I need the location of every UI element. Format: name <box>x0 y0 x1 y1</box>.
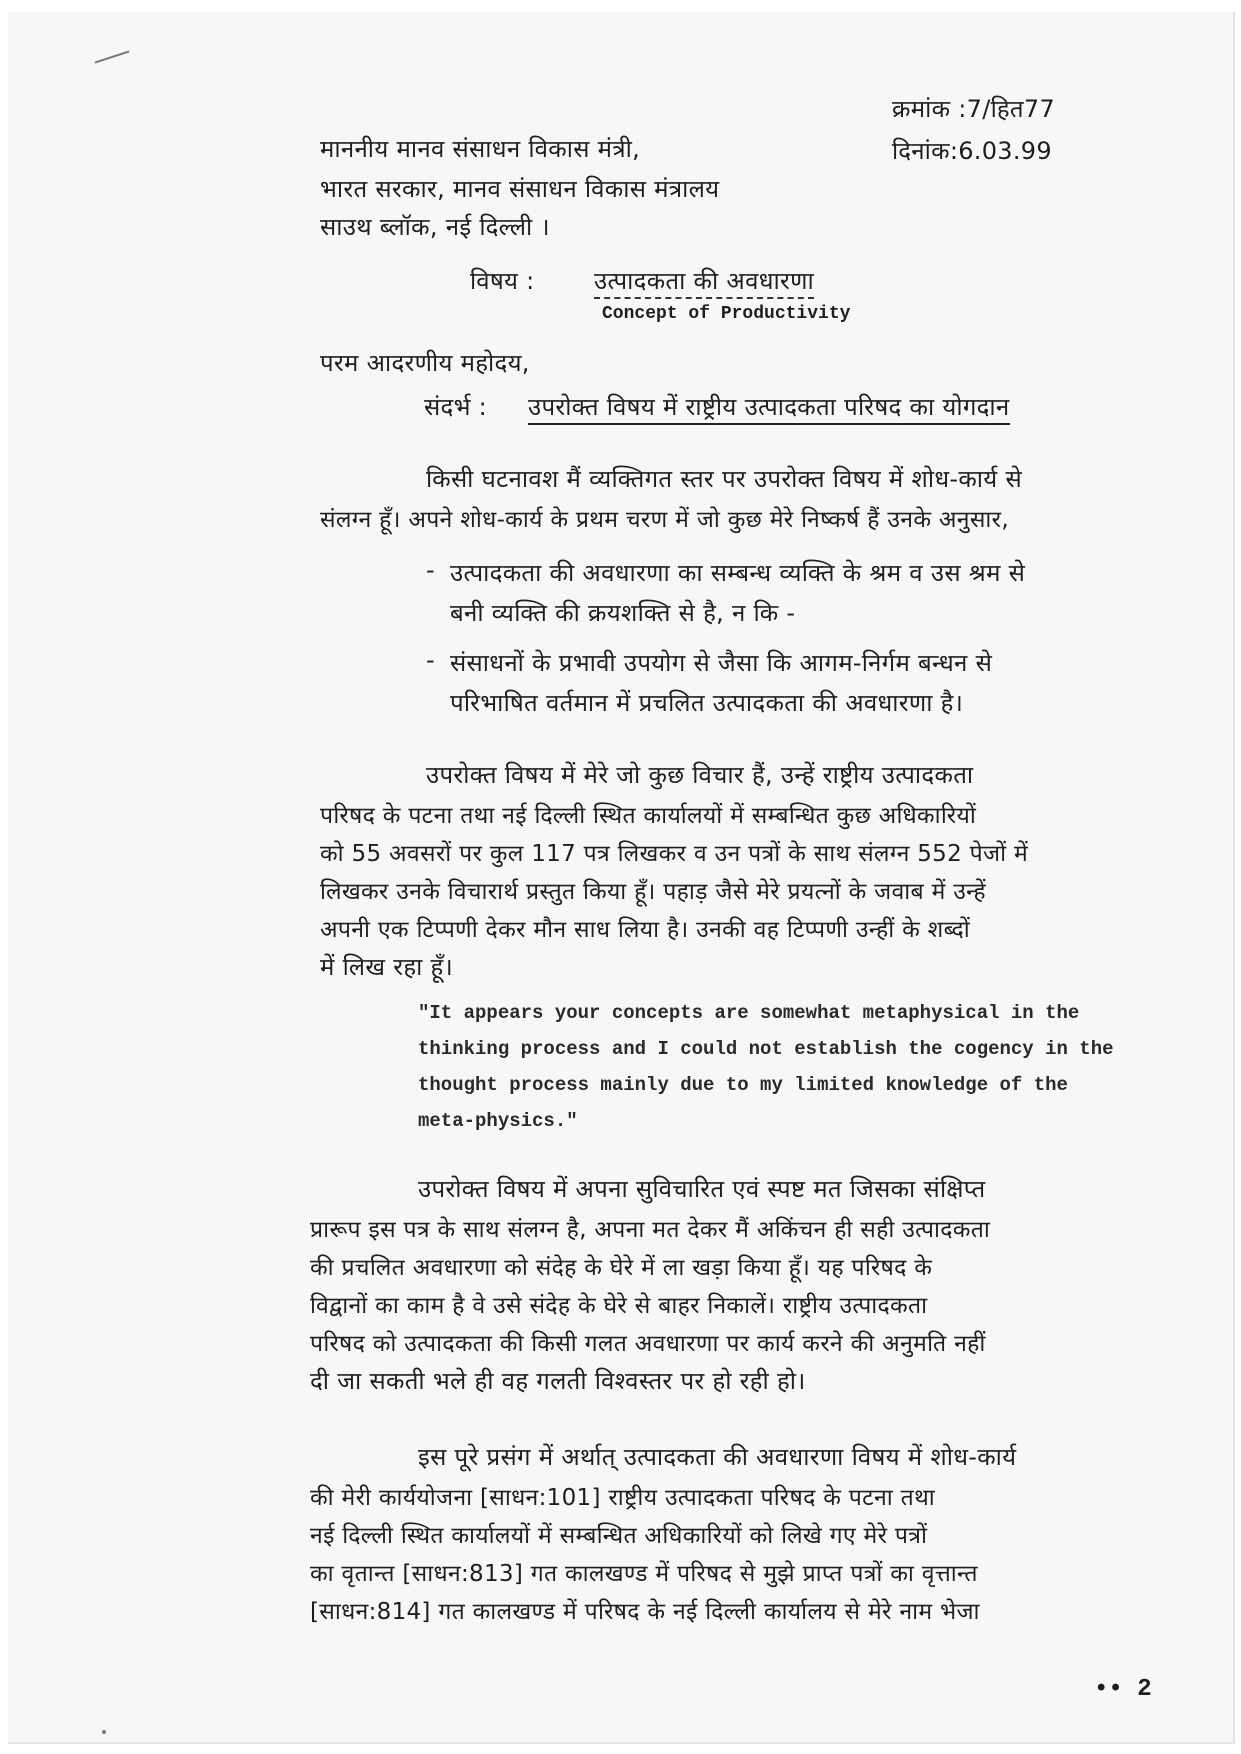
paragraph-line: उपरोक्त विषय में मेरे जो कुछ विचार हैं, उन्हें राष्ट्रीय उत्पादकता <box>426 761 974 789</box>
subject-english: Concept of Productivity <box>602 304 851 324</box>
paragraph-line: दी जा सकती भले ही वह गलती विश्वस्तर पर हो रही हो। <box>310 1367 806 1395</box>
paragraph-line: [साधन:814] गत कालखण्ड में परिषद के नई दिल्ली कार्यालय से मेरे नाम भेजा <box>310 1599 980 1625</box>
bullet-line: बनी व्यक्ति की क्रयशक्ति से है, न कि - <box>450 599 796 627</box>
paragraph-line: उपरोक्त विषय में अपना सुविचारित एवं स्पष्ट मत जिसका संक्षिप्त <box>418 1175 986 1203</box>
quote-line: "It appears your concepts are somewhat metaphysical in the <box>418 1002 1080 1024</box>
reference-text <box>528 390 1010 423</box>
subject-label: विषय : <box>470 267 535 295</box>
paragraph-line: अपनी एक टिप्पणी देकर मौन साध लिया है। उनकी वह टिप्पणी उन्हीं के शब्दों <box>320 917 971 943</box>
paragraph-line: का वृतान्त [साधन:813] गत कालखण्ड में परिषद से मुझे प्राप्त पत्रों का वृत्तान्त <box>310 1561 978 1587</box>
addressee-line: साउथ ब्लॉक, नई दिल्ली । <box>320 213 550 241</box>
paragraph-line: विद्वानों का काम है वे उसे संदेह के घेरे से बाहर निकालें। राष्ट्रीय उत्पादकता <box>310 1293 928 1319</box>
paragraph-line: इस पूरे प्रसंग में अर्थात् उत्पादकता की अवधारणा विषय में शोध-कार्य <box>418 1443 1017 1471</box>
subject-hindi: उत्पादकता की अवधारणा <box>594 267 814 299</box>
addressee-line: भारत सरकार, मानव संसाधन विकास मंत्रालय <box>320 175 720 203</box>
paragraph-line: की मेरी कार्ययोजना [साधन:101] राष्ट्रीय उत्पादकता परिषद के पटना तथा <box>310 1485 936 1511</box>
paragraph-line: में लिख रहा हूँ। <box>320 953 453 981</box>
bullet-dash: - <box>426 646 435 674</box>
paragraph-line: परिषद को उत्पादकता की किसी गलत अवधारणा पर कार्य करने की अनुमति नहीं <box>310 1331 986 1357</box>
quote-line: thinking process and I could not establish the cogency in the <box>418 1038 1114 1060</box>
quote-line: thought process mainly due to my limited knowledge of the <box>418 1074 1068 1096</box>
bullet-line: उत्पादकता की अवधारणा का सम्बन्ध व्यक्ति के श्रम व उस श्रम से <box>450 559 1026 587</box>
paragraph-line: लिखकर उनके विचारार्थ प्रस्तुत किया हूँ। पहाड़ जैसे मेरे प्रयत्नों के जवाब में उन्हें <box>320 879 986 905</box>
quote-line: meta-physics." <box>418 1110 578 1132</box>
paragraph-line: प्रारूप इस पत्र के साथ संलग्न है, अपना मत देकर मैं अकिंचन ही सही उत्पादकता <box>310 1217 991 1243</box>
paragraph-line: संलग्न हूँ। अपने शोध-कार्य के प्रथम चरण में जो कुछ मेरे निष्कर्ष हैं उनके अनुसार, <box>320 507 1009 533</box>
reference-subject: उपरोक्त विषय में राष्ट्रीय उत्पादकता परिषद का योगदान <box>528 393 1010 425</box>
paragraph-line: नई दिल्ली स्थित कार्यालयों में सम्बन्धित अधिकारियों को लिखे गए मेरे पत्रों <box>310 1523 928 1549</box>
paragraph-line: परिषद के पटना तथा नई दिल्ली स्थित कार्यालयों में सम्बन्धित कुछ अधिकारियों <box>320 803 977 829</box>
page-continuation: •• 2 <box>1094 1676 1152 1703</box>
letter-date: दिनांक:6.03.99 <box>892 137 1052 165</box>
reference-label: संदर्भ : <box>424 393 488 421</box>
bullet-line: संसाधनों के प्रभावी उपयोग से जैसा कि आगम-निर्गम बन्धन से <box>450 649 993 677</box>
salutation: परम आदरणीय महोदय, <box>320 349 530 377</box>
subject-text <box>594 264 814 297</box>
addressee-line: माननीय मानव संसाधन विकास मंत्री, <box>320 135 641 163</box>
scan-mark <box>102 1730 106 1734</box>
bullet-dash: - <box>426 556 435 584</box>
letter-page <box>8 12 1235 1744</box>
paragraph-line: को 55 अवसरों पर कुल 117 पत्र लिखकर व उन पत्रों के साथ संलग्न 552 पेजों में <box>320 841 1029 867</box>
reference-number: क्रमांक :7/हित77 <box>892 95 1055 123</box>
bullet-line: परिभाषित वर्तमान में प्रचलित उत्पादकता की अवधारणा है। <box>450 689 964 717</box>
paragraph-line: की प्रचलित अवधारणा को संदेह के घेरे में ला खड़ा किया हूँ। यह परिषद के <box>310 1255 933 1281</box>
paragraph-line: किसी घटनावश मैं व्यक्तिगत स्तर पर उपरोक्त विषय में शोध-कार्य से <box>426 465 1022 493</box>
scan-mark <box>95 50 130 63</box>
